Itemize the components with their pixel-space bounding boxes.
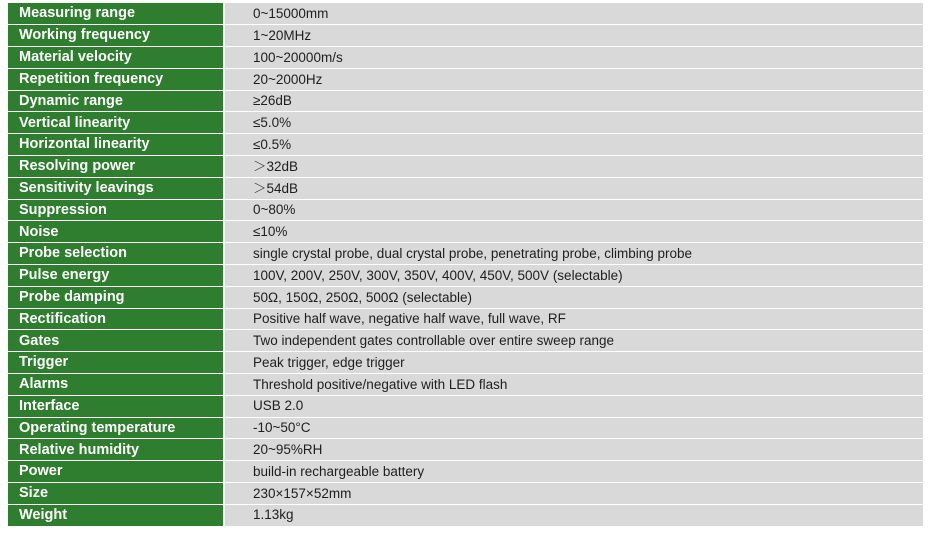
spec-row — [8, 112, 923, 134]
spec-row — [8, 286, 923, 308]
spec-value: USB 2.0 — [225, 395, 923, 417]
spec-row — [8, 221, 923, 243]
spec-row — [8, 395, 923, 417]
spec-value: ≥26dB — [225, 90, 923, 112]
spec-value: ≤5.0% — [225, 112, 923, 134]
spec-value: 20~2000Hz — [225, 68, 923, 90]
spec-row — [8, 504, 923, 526]
spec-row — [8, 68, 923, 90]
spec-value: 20~95%RH — [225, 439, 923, 461]
spec-label: Suppression — [8, 199, 223, 221]
spec-value: 1.13kg — [225, 504, 923, 526]
spec-value: ≤0.5% — [225, 134, 923, 156]
spec-row — [8, 265, 923, 287]
spec-row — [8, 374, 923, 396]
spec-value: 50Ω, 150Ω, 250Ω, 500Ω (selectable) — [225, 286, 923, 308]
spec-label: Rectification — [8, 308, 223, 330]
spec-row — [8, 483, 923, 505]
spec-value: -10~50°C — [225, 417, 923, 439]
spec-label: Operating temperature — [8, 417, 223, 439]
spec-label: Relative humidity — [8, 439, 223, 461]
spec-label: Measuring range — [8, 3, 223, 25]
spec-row — [8, 25, 923, 47]
spec-label: Gates — [8, 330, 223, 352]
spec-row — [8, 177, 923, 199]
spec-value: 100V, 200V, 250V, 300V, 350V, 400V, 450V, 500V (selectable) — [225, 265, 923, 287]
spec-label: Pulse energy — [8, 265, 223, 287]
spec-label: Noise — [8, 221, 223, 243]
spec-value: 100~20000m/s — [225, 47, 923, 69]
spec-label: Working frequency — [8, 25, 223, 47]
spec-label: Power — [8, 461, 223, 483]
spec-label: Weight — [8, 504, 223, 526]
spec-label: Vertical linearity — [8, 112, 223, 134]
spec-value: 0~15000mm — [225, 3, 923, 25]
spec-value: single crystal probe, dual crystal probe, penetrating probe, climbing probe — [225, 243, 923, 265]
spec-row — [8, 308, 923, 330]
spec-row — [8, 156, 923, 178]
spec-value: ＞54dB — [225, 177, 923, 199]
spec-label: Size — [8, 483, 223, 505]
spec-value: 230×157×52mm — [225, 483, 923, 505]
spec-label: Probe selection — [8, 243, 223, 265]
spec-label: Horizontal linearity — [8, 134, 223, 156]
spec-value: ＞32dB — [225, 156, 923, 178]
spec-value: 1~20MHz — [225, 25, 923, 47]
spec-label: Resolving power — [8, 156, 223, 178]
spec-value: Threshold positive/negative with LED flash — [225, 374, 923, 396]
spec-row — [8, 243, 923, 265]
spec-label: Sensitivity leavings — [8, 177, 223, 199]
spec-label: Dynamic range — [8, 90, 223, 112]
spec-row — [8, 439, 923, 461]
spec-label: Interface — [8, 395, 223, 417]
spec-value: 0~80% — [225, 199, 923, 221]
spec-row — [8, 417, 923, 439]
spec-row — [8, 352, 923, 374]
spec-row — [8, 461, 923, 483]
spec-label: Material velocity — [8, 47, 223, 69]
specification-table-body — [8, 3, 923, 526]
spec-row — [8, 47, 923, 69]
spec-label: Probe damping — [8, 286, 223, 308]
spec-row — [8, 199, 923, 221]
spec-label: Repetition frequency — [8, 68, 223, 90]
spec-row — [8, 134, 923, 156]
specification-table — [8, 3, 923, 527]
spec-row — [8, 90, 923, 112]
spec-value: Positive half wave, negative half wave, full wave, RF — [225, 308, 923, 330]
spec-value: Peak trigger, edge trigger — [225, 352, 923, 374]
spec-row — [8, 3, 923, 25]
spec-row — [8, 330, 923, 352]
spec-value: build-in rechargeable battery — [225, 461, 923, 483]
spec-label: Alarms — [8, 374, 223, 396]
spec-value: Two independent gates controllable over entire sweep range — [225, 330, 923, 352]
spec-value: ≤10% — [225, 221, 923, 243]
spec-label: Trigger — [8, 352, 223, 374]
